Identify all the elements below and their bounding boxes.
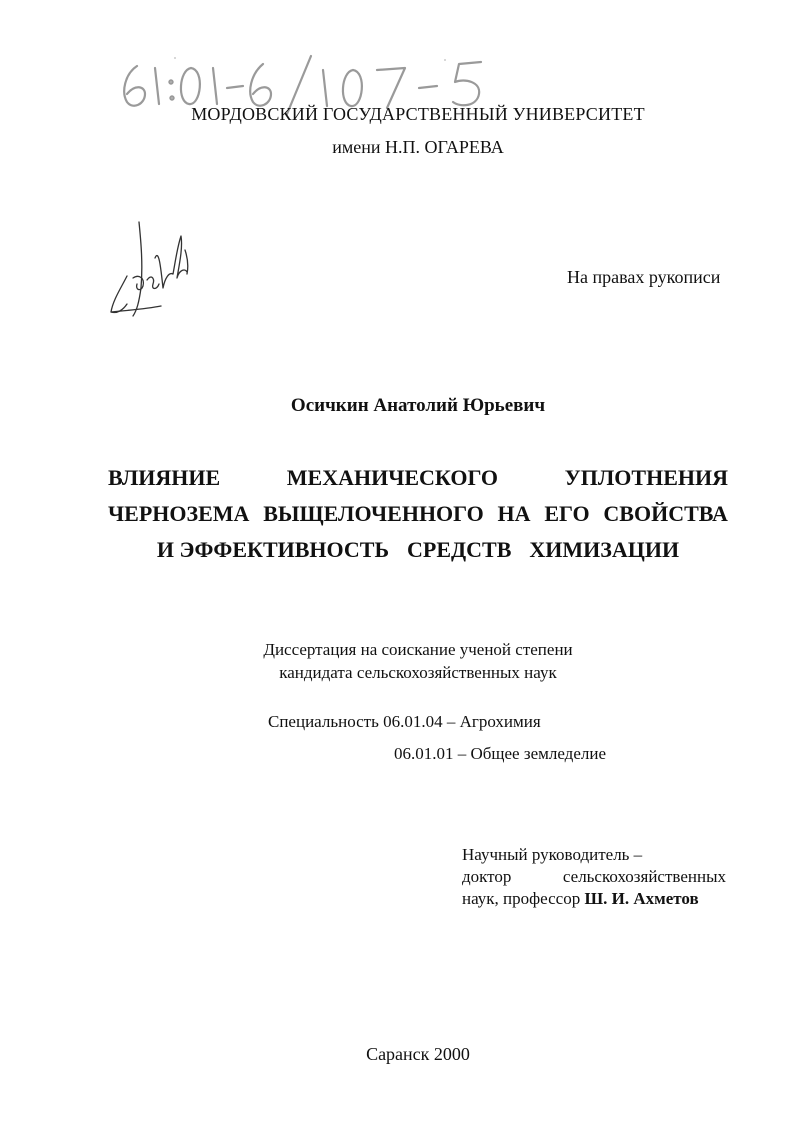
title-word: ХИМИЗАЦИИ bbox=[529, 537, 680, 562]
title-word: ВЛИЯНИЕ bbox=[108, 465, 221, 490]
university-name: МОРДОВСКИЙ ГОСУДАРСТВЕННЫЙ УНИВЕРСИТЕТ bbox=[191, 104, 645, 124]
university-named-after: имени Н.П. ОГАРЕВА bbox=[332, 137, 504, 157]
degree-line-2: кандидата сельскохозяйственных наук bbox=[279, 663, 557, 682]
supervisor-block bbox=[462, 844, 726, 910]
supervisor-word: доктор bbox=[462, 867, 512, 886]
supervisor-line-3 bbox=[462, 888, 726, 910]
title-word: МЕХАНИЧЕСКОГО bbox=[286, 465, 499, 490]
title-line-3 bbox=[108, 532, 728, 568]
author-name: Осичкин Анатолий Юрьевич bbox=[290, 395, 546, 416]
title-line-1 bbox=[108, 460, 728, 496]
supervisor-line-2 bbox=[462, 866, 726, 888]
signature-image bbox=[103, 218, 198, 323]
supervisor-name: Ш. И. Ахметов bbox=[584, 889, 699, 908]
rights-note: На правах рукописи bbox=[567, 267, 721, 287]
city-year: Саранск 2000 bbox=[366, 1044, 470, 1064]
title-word: ВЫЩЕЛОЧЕННОГО bbox=[263, 501, 484, 526]
title-word: СРЕДСТВ bbox=[407, 537, 512, 562]
supervisor-word: сельскохозяйственных bbox=[562, 867, 726, 886]
title-word: ЕГО bbox=[544, 501, 590, 526]
degree-line-1: Диссертация на соискание ученой степени bbox=[263, 640, 573, 659]
title-word: ЧЕРНОЗЕМА bbox=[108, 501, 250, 526]
title-word: УПЛОТНЕНИЯ bbox=[564, 465, 728, 490]
supervisor-title: наук, профессор bbox=[462, 889, 585, 908]
title-word: НА bbox=[497, 501, 531, 526]
specialty-line-1: Специальность 06.01.04 – Агрохимия bbox=[268, 712, 541, 731]
dissertation-title bbox=[108, 460, 728, 568]
degree-statement bbox=[0, 638, 793, 684]
title-word: СВОЙСТВА bbox=[603, 501, 728, 526]
title-word: И ЭФФЕКТИВНОСТЬ bbox=[156, 537, 390, 562]
supervisor-line-1: Научный руководитель – bbox=[462, 845, 643, 864]
specialty-line-2: 06.01.01 – Общее земледелие bbox=[394, 744, 607, 763]
title-line-2 bbox=[108, 496, 728, 532]
